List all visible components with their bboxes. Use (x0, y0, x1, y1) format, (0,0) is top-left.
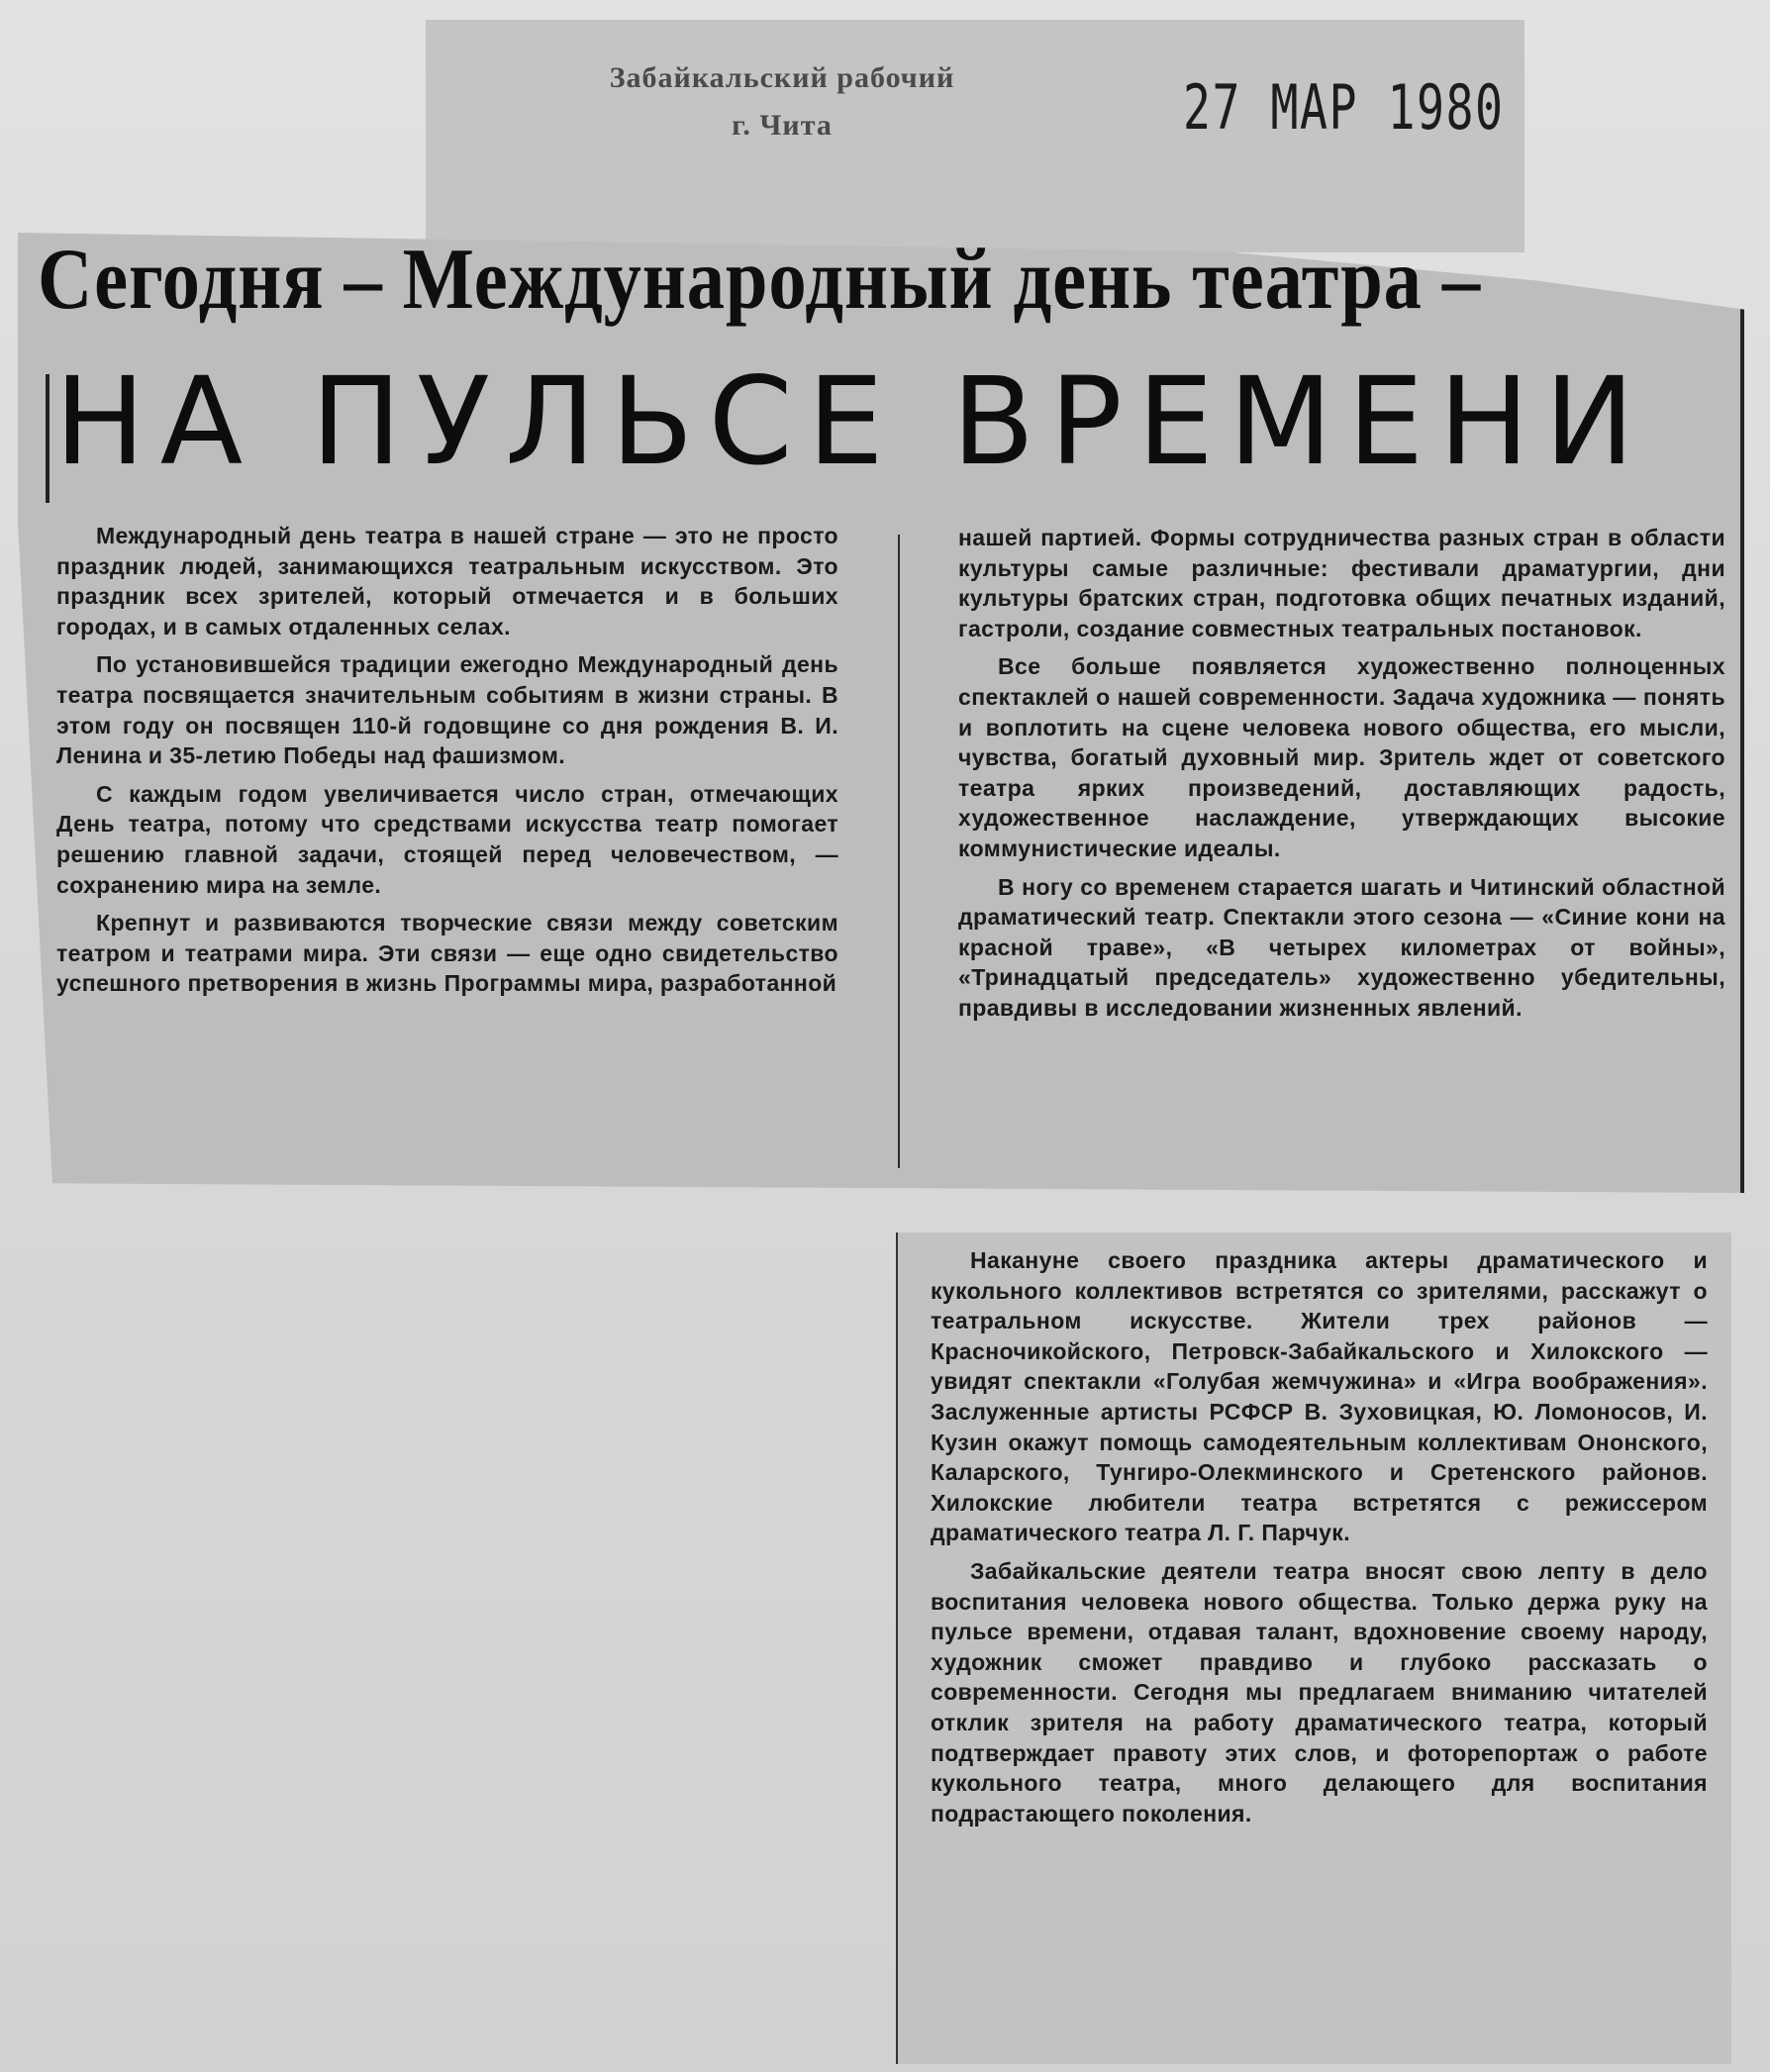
date-stamp: 27 МАР 1980 (1183, 71, 1505, 144)
newspaper-city: г. Чита (732, 109, 833, 142)
article-headline: НА ПУЛЬСЕ ВРЕМЕНИ (54, 351, 1650, 492)
paragraph: Накануне своего праздника актеры драматического и кукольного коллективов встретятся со зрителями, расскажут о театральном искусстве. Жители трех районов — Красночикойского, Петровск-Забайкальского и Хилокского — увидят спектакли «Голубая жемчужина» и «Игра воображения». Заслуженные артисты РСФСР В. Зуховицкая, Ю. Ломоносов, И. Кузин окажут помощь самодеятельным коллективам Ононского, Каларского, Тунгиро-Олекминского и Сретенского районов. Хилокские любители театра встретятся с режиссером драматического театра Л. Г. Парчук. (931, 1247, 1708, 1546)
side-column (931, 1245, 1708, 1836)
left-column (56, 521, 838, 1007)
paragraph: С каждым годом увеличивается число стран, отмечающих День театра, потому что средствами искусства театр помогает решению главной задачи, стоящей перед человечеством, — сохранению мира на земле. (56, 780, 838, 898)
paragraph: Крепнут и развиваются творческие связи между советским театром и театрами мира. Эти связи — еще одно свидетельство успешного претворения в жизнь Программы мира, разработанной (56, 910, 838, 997)
article-kicker: Сегодня – Международный день театра – (38, 232, 1481, 328)
right-column (958, 523, 1725, 1032)
paragraph: Все больше появляется художественно полноценных спектаклей о нашей современности. Задача художника — понять и воплотить на сцене человека нового общества, его мысли, чувства, богатый духовный мир. Зритель ждет от советского театра ярких произведений, доставляющих радость, художественное наслаждение, утверждающих высокие коммунистические идеалы. (958, 653, 1725, 861)
paragraph: В ногу со временем старается шагать и Читинский областной драматический театр. Спектакли этого сезона — «Синие кони на красной траве», «В четырех километрах от войны», «Тринадцатый председатель» художественно убедительны, правдивы в исследовании жизненных явлений. (958, 873, 1725, 1021)
paragraph: Забайкальские деятели театра вносят свою лепту в дело воспитания человека нового общества. Только держа руку на пульсе времени, отдавая талант, вдохновение своему народу, художник сможет правдиво и глубоко рассказать о современности. Сегодня мы предлагаем вниманию читателей отклик зрителя на работу драматического театра, который подтверждает правоту этих слов, и фоторепортаж о работе кукольного театра, много делающего для воспитания подрастающего поколения. (931, 1557, 1708, 1826)
column-divider (898, 535, 900, 1168)
paragraph: По установившейся традиции ежегодно Международный день театра посвящается значительным событиям в жизни страны. В этом году он посвящен 110-й годовщине со дня рождения В. И. Ленина и 35-летию Победы над фашизмом. (56, 651, 838, 769)
paragraph: Международный день театра в нашей стране — это не просто праздник людей, занимающихся театральным искусством. Это праздник всех зрителей, который отмечается и в больших городах, и в самых отдаленных селах. (56, 523, 838, 640)
headline-rule (46, 374, 49, 503)
masthead (475, 54, 1089, 149)
paragraph: нашей партией. Формы сотрудничества разных стран в области культуры самые различные: фестивали драматургии, дни культуры братских стран, подготовка общих печатных изданий, гастроли, создание совместных театральных постановок. (958, 525, 1725, 641)
newspaper-name: Забайкальский рабочий (609, 61, 955, 94)
